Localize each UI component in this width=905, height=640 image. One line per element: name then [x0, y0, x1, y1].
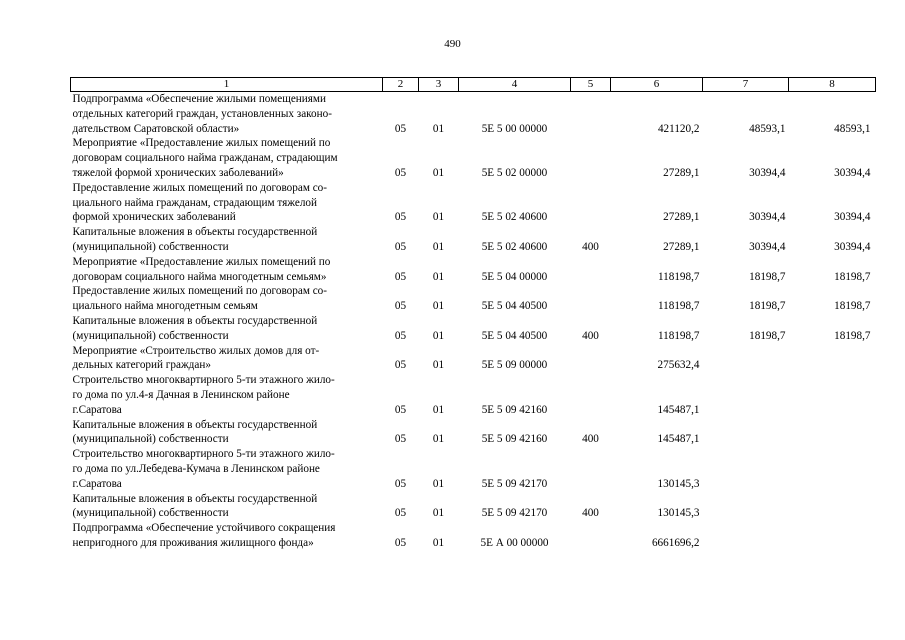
subsection-code-cell: 01	[432, 403, 445, 416]
amount-col8-cell: 48593,1	[834, 122, 871, 135]
section-code-cell: 05	[394, 359, 407, 372]
row-name-cell	[71, 373, 383, 417]
amount-col7-cell	[703, 418, 789, 448]
row-name-cell	[71, 225, 383, 255]
amount-col7-cell: 18198,7	[749, 300, 786, 313]
target-article-cell: 5Е 5 09 42170	[481, 507, 548, 520]
row-name-line: Капитальные вложения в объекты государственной	[72, 226, 318, 239]
row-name-line: г.Саратова	[72, 403, 122, 416]
table-row	[71, 344, 876, 374]
column-header: 5	[571, 78, 611, 92]
row-name-line: Мероприятие «Предоставление жилых помещений по	[72, 255, 331, 268]
amount-col7-cell	[703, 344, 789, 374]
page-number: 490	[444, 38, 461, 50]
section-code-cell: 05	[394, 211, 407, 224]
table-row	[71, 492, 876, 522]
row-name-line: циального найма гражданам, страдающим тяжелой	[72, 196, 318, 209]
expense-type-cell: 400	[582, 329, 599, 342]
expense-type-cell: 400	[582, 433, 599, 446]
amount-col6-cell: 145487,1	[657, 403, 700, 416]
amount-col6-cell: 130145,3	[657, 507, 700, 520]
amount-col6-cell: 27289,1	[663, 211, 700, 224]
target-article-cell: 5Е 5 09 42160	[481, 433, 548, 446]
amount-col7-cell: 30394,4	[749, 211, 786, 224]
section-code-cell: 05	[394, 433, 407, 446]
subsection-code-cell: 01	[432, 270, 445, 283]
expense-type-cell	[571, 92, 611, 137]
row-name-line: Капитальные вложения в объекты государственной	[72, 314, 318, 327]
amount-col6-cell: 118198,7	[657, 300, 700, 313]
row-name-line: Строительство многоквартирного 5-ти этажного жило-	[72, 374, 335, 387]
amount-col6-cell: 6661696,2	[651, 536, 700, 549]
row-name-line: формой хронических заболеваний	[72, 211, 236, 224]
row-name-cell	[71, 136, 383, 180]
target-article-cell: 5Е 5 04 40500	[481, 329, 548, 342]
row-name-line: Мероприятие «Предоставление жилых помещений по	[72, 137, 331, 150]
subsection-code-cell: 01	[432, 240, 445, 253]
expense-type-cell	[571, 344, 611, 374]
column-header: 8	[789, 78, 876, 92]
target-article-cell: 5Е 5 02 40600	[481, 240, 548, 253]
amount-col8-cell	[789, 492, 876, 522]
row-name-cell	[71, 447, 383, 491]
row-name-line: (муниципальной) собственности	[72, 240, 229, 253]
section-code-cell: 05	[394, 122, 407, 135]
amount-col7-cell	[703, 521, 789, 551]
amount-col8-cell	[789, 447, 876, 491]
row-name-line: тяжелой формой хронических заболеваний»	[72, 166, 284, 179]
amount-col6-cell: 118198,7	[657, 329, 700, 342]
amount-col7-cell	[703, 447, 789, 491]
row-name-line: договорам социального найма многодетным семьям»	[72, 270, 327, 283]
table-row	[71, 373, 876, 417]
amount-col7-cell	[703, 492, 789, 522]
expense-type-cell	[571, 255, 611, 285]
amount-col8-cell	[789, 521, 876, 551]
table-row	[71, 447, 876, 491]
section-code-cell: 05	[394, 300, 407, 313]
amount-col7-cell	[703, 373, 789, 417]
row-name-line: отдельных категорий граждан, установленных законо-	[72, 107, 332, 120]
column-header: 2	[383, 78, 419, 92]
table-row	[71, 314, 876, 344]
section-code-cell: 05	[394, 329, 407, 342]
subsection-code-cell: 01	[432, 329, 445, 342]
row-name-line: Строительство многоквартирного 5-ти этажного жило-	[72, 448, 335, 461]
subsection-code-cell: 01	[432, 536, 445, 549]
target-article-cell: 5Е 5 04 40500	[481, 300, 548, 313]
amount-col8-cell: 30394,4	[834, 166, 871, 179]
section-code-cell: 05	[394, 536, 407, 549]
amount-col7-cell: 18198,7	[749, 329, 786, 342]
row-name-line: (муниципальной) собственности	[72, 433, 229, 446]
row-name-line: го дома по ул.Лебедева-Кумача в Ленинском районе	[72, 462, 320, 475]
subsection-code-cell: 01	[432, 433, 445, 446]
amount-col6-cell: 118198,7	[657, 270, 700, 283]
amount-col8-cell: 30394,4	[834, 211, 871, 224]
amount-col8-cell: 18198,7	[834, 270, 871, 283]
expense-type-cell	[571, 284, 611, 314]
expense-type-cell	[571, 521, 611, 551]
row-name-cell	[71, 344, 383, 374]
row-name-line: го дома по ул.4-я Дачная в Ленинском районе	[72, 388, 290, 401]
column-header: 6	[611, 78, 703, 92]
row-name-line: Капитальные вложения в объекты государственной	[72, 492, 318, 505]
subsection-code-cell: 01	[432, 300, 445, 313]
amount-col8-cell	[789, 418, 876, 448]
section-code-cell: 05	[394, 166, 407, 179]
amount-col7-cell: 18198,7	[749, 270, 786, 283]
column-header: 1	[71, 78, 383, 92]
column-header: 7	[703, 78, 789, 92]
expense-type-cell	[571, 136, 611, 180]
amount-col7-cell: 30394,4	[749, 166, 786, 179]
expense-type-cell	[571, 447, 611, 491]
row-name-line: Предоставление жилых помещений по договорам со-	[72, 181, 327, 194]
row-name-line: Подпрограмма «Обеспечение жилыми помещениями	[72, 93, 326, 105]
column-header: 4	[459, 78, 571, 92]
amount-col6-cell: 421120,2	[657, 122, 700, 135]
row-name-cell	[71, 314, 383, 344]
target-article-cell: 5Е 5 09 42160	[481, 403, 548, 416]
row-name-cell	[71, 92, 383, 137]
target-article-cell: 5Е 5 09 00000	[481, 359, 548, 372]
amount-col6-cell: 145487,1	[657, 433, 700, 446]
subsection-code-cell: 01	[432, 507, 445, 520]
row-name-cell	[71, 492, 383, 522]
row-name-line: Капитальные вложения в объекты государственной	[72, 418, 318, 431]
table-row	[71, 284, 876, 314]
target-article-cell: 5Е 5 00 00000	[481, 122, 548, 135]
amount-col7-cell: 30394,4	[749, 240, 786, 253]
table-row	[71, 92, 876, 137]
section-code-cell: 05	[394, 477, 407, 490]
amount-col8-cell: 18198,7	[834, 329, 871, 342]
table-row	[71, 255, 876, 285]
table-row	[71, 136, 876, 180]
table-row	[71, 521, 876, 551]
row-name-line: циального найма многодетным семьям	[72, 300, 258, 313]
amount-col8-cell	[789, 344, 876, 374]
row-name-line: дательством Саратовской области»	[72, 122, 240, 135]
amount-col6-cell: 275632,4	[657, 359, 700, 372]
row-name-line: дельных категорий граждан»	[72, 359, 211, 372]
amount-col7-cell: 48593,1	[749, 122, 786, 135]
row-name-line: г.Саратова	[72, 477, 122, 490]
target-article-cell: 5Е А 00 00000	[480, 536, 549, 549]
subsection-code-cell: 01	[432, 477, 445, 490]
row-name-cell	[71, 521, 383, 551]
section-code-cell: 05	[394, 507, 407, 520]
row-name-cell	[71, 255, 383, 285]
column-header: 3	[419, 78, 459, 92]
subsection-code-cell: 01	[432, 122, 445, 135]
row-name-line: (муниципальной) собственности	[72, 507, 229, 520]
table-body	[71, 92, 876, 551]
row-name-cell	[71, 284, 383, 314]
row-name-line: договорам социального найма гражданам, страдающим	[72, 152, 338, 165]
amount-col8-cell: 18198,7	[834, 300, 871, 313]
amount-col8-cell: 30394,4	[834, 240, 871, 253]
subsection-code-cell: 01	[432, 211, 445, 224]
expense-type-cell: 400	[582, 240, 599, 253]
budget-table	[70, 77, 876, 551]
table-row	[71, 418, 876, 448]
amount-col8-cell	[789, 373, 876, 417]
target-article-cell: 5Е 5 02 40600	[481, 211, 548, 224]
row-name-line: непригодного для проживания жилищного фонда»	[72, 536, 314, 549]
amount-col6-cell: 130145,3	[657, 477, 700, 490]
expense-type-cell: 400	[582, 507, 599, 520]
table-row	[71, 225, 876, 255]
table-header-row	[71, 78, 876, 92]
amount-col6-cell: 27289,1	[663, 240, 700, 253]
target-article-cell: 5Е 5 02 00000	[481, 166, 548, 179]
subsection-code-cell: 01	[432, 166, 445, 179]
section-code-cell: 05	[394, 270, 407, 283]
target-article-cell: 5Е 5 09 42170	[481, 477, 548, 490]
row-name-line: (муниципальной) собственности	[72, 329, 229, 342]
row-name-line: Предоставление жилых помещений по договорам со-	[72, 285, 327, 298]
subsection-code-cell: 01	[432, 359, 445, 372]
row-name-cell	[71, 181, 383, 225]
expense-type-cell	[571, 373, 611, 417]
section-code-cell: 05	[394, 240, 407, 253]
target-article-cell: 5Е 5 04 00000	[481, 270, 548, 283]
row-name-line: Подпрограмма «Обеспечение устойчивого сокращения	[72, 522, 336, 535]
row-name-cell	[71, 418, 383, 448]
expense-type-cell	[571, 181, 611, 225]
section-code-cell: 05	[394, 403, 407, 416]
table-row	[71, 181, 876, 225]
row-name-line: Мероприятие «Строительство жилых домов для от-	[72, 344, 320, 357]
amount-col6-cell: 27289,1	[663, 166, 700, 179]
